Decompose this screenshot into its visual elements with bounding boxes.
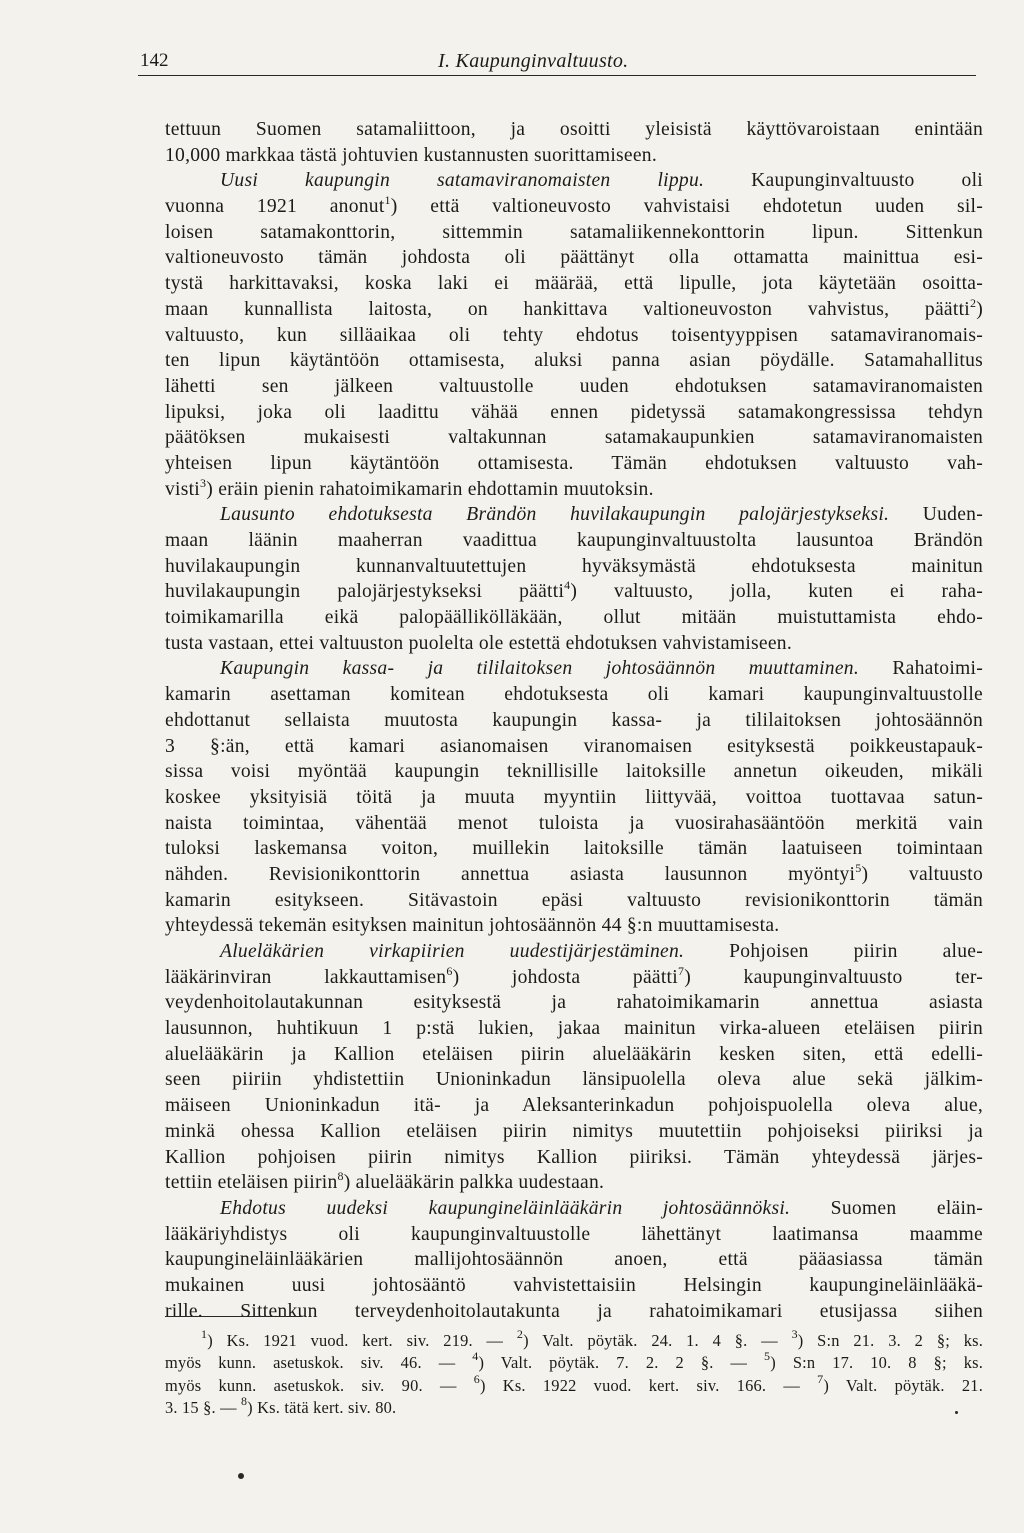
text-run: vuonna 1921 anonut — [165, 196, 385, 218]
page-number: 142 — [140, 50, 169, 71]
text-line — [165, 348, 983, 374]
section-heading: Kaupungin kassa- ja tililaitoksen johtosäännön muuttaminen. — [220, 658, 859, 680]
text-line — [165, 605, 983, 631]
footnote-rule — [165, 1316, 302, 1317]
body-text — [165, 117, 983, 1324]
text-line — [165, 965, 983, 991]
text-run: valtuusto, kun silläaikaa oli tehty ehdotus toisentyyppisen satamaviranomais- — [165, 324, 983, 346]
text-run: ) S:n 17. 10. 8 §; ks. — [770, 1353, 983, 1373]
footnote-marker: 1 — [384, 193, 391, 208]
text-run: lähetti sen jälkeen valtuustolle uuden ehdotuksen satamaviranomaisten — [165, 375, 983, 397]
footnote-line — [165, 1371, 983, 1397]
text-run: päätöksen mukaisesti valtakunnan satamakaupunkien satamaviranomaisten — [165, 427, 983, 449]
text-run: ) valtuusto, jolla, kuten ei raha- — [570, 581, 983, 603]
text-run: mäiseen Unioninkadun itä- ja Aleksanterinkadun pohjoispuolella oleva alue, — [165, 1095, 983, 1117]
footnote-line — [165, 1393, 983, 1419]
print-speck — [238, 1473, 244, 1479]
text-run: maan kunnallista laitosta, on hankittava valtioneuvoston vahvistus, päätti — [165, 298, 970, 320]
text-line — [165, 1196, 983, 1222]
text-run: lääkäriyhdistys oli kaupunginvaltuustolle lähettänyt laatimansa maamme — [165, 1223, 983, 1245]
text-run: huvilakaupungin kunnanvaltuutettujen hyväksymästä ehdotuksesta mainitun — [165, 555, 983, 577]
text-line — [165, 1067, 983, 1093]
text-line — [165, 374, 983, 400]
text-line — [165, 1170, 983, 1196]
text-line — [165, 682, 983, 708]
text-line — [165, 1119, 983, 1145]
text-line — [165, 143, 983, 169]
text-line — [165, 1042, 983, 1068]
footnotes — [165, 1327, 984, 1419]
text-line — [165, 477, 983, 503]
text-run: 10,000 markkaa tästä johtuvien kustannusten suorittamiseen. — [165, 144, 657, 166]
text-run: valtioneuvosto tämän johdosta oli päättänyt olla ottamatta mainittua esi- — [165, 247, 983, 269]
text-run: maan läänin maaherran vaadittua kaupunginvaltuustolta lausuntoa Brändön — [165, 530, 983, 551]
section-heading: Lausunto ehdotuksesta Brändön huvilakaupungin palojärjestykseksi. — [220, 504, 890, 526]
text-run: 3. 15 §. — — [165, 1397, 241, 1417]
text-line — [165, 913, 983, 939]
text-run: ) aluelääkärin palkka uudestaan. — [343, 1172, 605, 1194]
text-run: ) valtuusto — [861, 863, 983, 885]
text-line — [165, 117, 983, 143]
text-run: ) S:n 21. 3. 2 §; ks. — [797, 1331, 984, 1350]
text-line — [165, 1093, 983, 1119]
text-line — [165, 323, 983, 349]
text-run: lausunnon, huhtikuun 1 p:stä lukien, jakaa mainitun virka-alueen eteläisen piirin — [165, 1018, 983, 1040]
text-run: visti — [165, 478, 201, 500]
text-line — [165, 1222, 983, 1248]
text-line — [165, 528, 983, 554]
text-run: naista toimintaa, vähentää menot tuloista ja vuosirahasääntöön merkitä vain — [165, 812, 983, 834]
footnote-marker: 5 — [855, 860, 862, 875]
header-rule — [138, 75, 976, 76]
text-line — [165, 1145, 983, 1171]
text-run: Suomen eläin- — [790, 1197, 983, 1219]
text-run: kaupungineläinlääkärien mallijohtosäännön anoen, että pääasiassa tämän — [165, 1249, 983, 1271]
text-run: ten lipun käytäntöön ottamisesta, aluksi panna asian pöydälle. Satamahallitus — [165, 350, 983, 372]
text-line — [165, 708, 983, 734]
text-line — [165, 939, 983, 965]
text-run: nähden. Revisionikonttorin annettua asiasta lausunnon myöntyi — [165, 863, 856, 885]
text-line — [165, 836, 983, 862]
text-run: ) — [976, 298, 983, 320]
text-run: sissa voisi myöntää kaupungin teknillisille laitoksille annetun oikeuden, mikäli — [165, 761, 983, 783]
text-run: tuloksi laskemansa voiton, muillekin laitoksille tämän laatuiseen toimintaan — [165, 838, 983, 860]
text-run: yhteydessä tekemän esityksen mainitun johtosäännön 44 §:n muuttamisesta. — [165, 915, 780, 937]
text-run: Uuden- — [889, 504, 983, 526]
text-line — [165, 425, 983, 451]
text-run: koskee yksityisiä töitä ja muuta myyntiin liittyvää, voittoa tuottavaa satun- — [165, 786, 983, 808]
text-run: lipuksi, joka oli laadittu vähää ennen pidetyssä satamakongressissa tehdyn — [165, 401, 983, 423]
text-run: Kaupunginvaltuusto oli — [704, 170, 983, 192]
text-line — [165, 554, 983, 580]
text-run: myös kunn. asetuskok. siv. 90. — — [165, 1375, 474, 1395]
text-line — [165, 245, 983, 271]
footnote-marker: 6 — [446, 963, 453, 978]
text-run: seen piiriin yhdistettiin Unioninkadun länsipuolella oleva alue sekä jälkim- — [165, 1069, 983, 1091]
section-heading: Alueläkärien virkapiirien uudestijärjestäminen. — [220, 941, 685, 962]
footnote-marker: 4 — [564, 578, 571, 593]
text-run: lääkärinviran lakkauttamisen — [165, 966, 447, 988]
footnote-marker: 2 — [969, 295, 977, 310]
section-heading: Ehdotus uudeksi kaupungineläinlääkärin johtosäännöksi. — [220, 1197, 791, 1219]
text-run: minkä ohessa Kallion eteläisen piirin nimitys muutettiin pohjoiseksi piiriksi ja — [165, 1120, 983, 1142]
footnote-marker: 8 — [240, 1393, 248, 1408]
text-run: ) eräin pienin rahatoimikamarin ehdottamin muutoksin. — [206, 478, 654, 500]
footnote-marker: 7 — [677, 963, 685, 978]
text-run: rille. Sittenkun terveydenhoitolautakunta ja rahatoimikamari etusijassa siihen — [165, 1300, 983, 1322]
text-run: ) Valt. pöytäk. 7. 2. 2 §. — — [478, 1353, 765, 1373]
section-heading: Uusi kaupungin satamaviranomaisten lippu. — [220, 170, 705, 192]
text-line — [165, 1299, 983, 1325]
text-run: ) Valt. pöytäk. 21. — [823, 1375, 983, 1395]
text-line — [165, 1273, 983, 1299]
text-line — [165, 785, 983, 811]
text-run: ) Ks. 1922 vuod. kert. siv. 166. — — [479, 1375, 818, 1395]
footnote-marker: 6 — [473, 1371, 480, 1386]
text-line — [165, 502, 983, 528]
footnote-marker: 5 — [764, 1349, 771, 1364]
text-run: veydenhoitolautakunnan esityksestä ja rahatoimikamarin annettua asiasta — [165, 992, 983, 1014]
footnote-line — [165, 1349, 983, 1374]
text-line — [165, 1247, 983, 1273]
text-line — [165, 631, 983, 657]
text-run: aluelääkärin ja Kallion eteläisen piirin aluelääkärin kesken siten, että edelli- — [165, 1043, 983, 1065]
text-run: ) kaupunginvaltuusto ter- — [684, 966, 983, 988]
text-run: Rahatoimi- — [859, 658, 983, 680]
footnote-marker: 7 — [817, 1371, 824, 1386]
text-line — [165, 451, 983, 477]
text-line — [165, 1016, 983, 1042]
text-line — [165, 579, 983, 605]
text-line — [165, 656, 983, 682]
footnote-marker: 4 — [472, 1349, 479, 1364]
text-line — [165, 400, 983, 426]
text-line — [165, 168, 983, 194]
running-title: I. Kaupunginvaltuusto. — [438, 50, 629, 72]
text-run: tettuun Suomen satamaliittoon, ja osoitti yleisistä käyttövaroistaan enintään — [165, 119, 983, 140]
text-line — [165, 811, 983, 837]
text-run: ) Valt. pöytäk. 24. 1. 4 §. — — [523, 1331, 792, 1350]
footnote-marker: 8 — [337, 1169, 344, 1184]
text-line — [165, 990, 983, 1016]
footnote-line — [165, 1327, 984, 1352]
text-run: ) johdosta päätti — [452, 966, 678, 988]
print-speck — [955, 1411, 958, 1414]
footnote-marker: 3 — [791, 1327, 798, 1341]
text-line — [165, 734, 983, 760]
text-run: tusta vastaan, ettei valtuuston puolelta ole estettä ehdotuksen vahvistamiseen. — [165, 632, 792, 654]
text-run: ) että valtioneuvosto vahvistaisi ehdotetun uuden sil- — [390, 196, 983, 218]
text-run: toimikamarilla eikä palopäällikölläkään, ollut mitään muistuttamista ehdo- — [165, 607, 983, 629]
text-line — [165, 271, 983, 297]
text-line — [165, 220, 983, 246]
text-run: Pohjoisen piirin alue- — [684, 941, 983, 962]
text-run: loisen satamakonttorin, sittemmin satamaliikennekonttorin lipun. Sittenkun — [165, 221, 983, 243]
text-run: kamarin asettaman komitean ehdotuksesta oli kamari kaupunginvaltuustolle — [165, 684, 983, 706]
page-header — [140, 44, 975, 74]
text-run: ) Ks. tätä kert. siv. 80. — [247, 1397, 397, 1417]
text-run: yhteisen lipun käytäntöön ottamisesta. Tämän ehdotuksen valtuusto vah- — [165, 452, 983, 474]
text-line — [165, 297, 983, 323]
text-run: kamarin esitykseen. Sitävastoin epäsi valtuusto revisionikonttorin tämän — [165, 889, 983, 911]
text-run: ehdottanut sellaista muutosta kaupungin kassa- ja tililaitoksen johtosäännön — [165, 709, 983, 731]
text-run: Kallion pohjoisen piirin nimitys Kallion piiriksi. Tämän yhteydessä järjes- — [165, 1146, 983, 1168]
text-run: mukainen uusi johtosääntö vahvistettaisiin Helsingin kaupungineläinlääkä- — [165, 1274, 983, 1296]
text-run: huvilakaupungin palojärjestykseksi päätti — [165, 581, 565, 603]
text-run: tystä harkittavaksi, koska laki ei määrää, että lipulle, jota käytetään osoitta- — [165, 273, 983, 295]
footnote-marker: 3 — [200, 475, 207, 490]
text-run: tettiin eteläisen piirin — [165, 1172, 338, 1194]
text-run: 3 §:än, että kamari asianomaisen viranomaisen esityksestä poikkeustapauk- — [165, 735, 983, 757]
text-run: myös kunn. asetuskok. siv. 46. — — [165, 1353, 473, 1373]
text-line — [165, 194, 983, 220]
footnote-marker: 2 — [516, 1327, 524, 1341]
footnote-marker: 1 — [201, 1327, 208, 1341]
text-line — [165, 862, 983, 888]
text-line — [165, 888, 983, 914]
text-line — [165, 759, 983, 785]
text-run: ) Ks. 1921 vuod. kert. siv. 219. — — [207, 1331, 517, 1350]
